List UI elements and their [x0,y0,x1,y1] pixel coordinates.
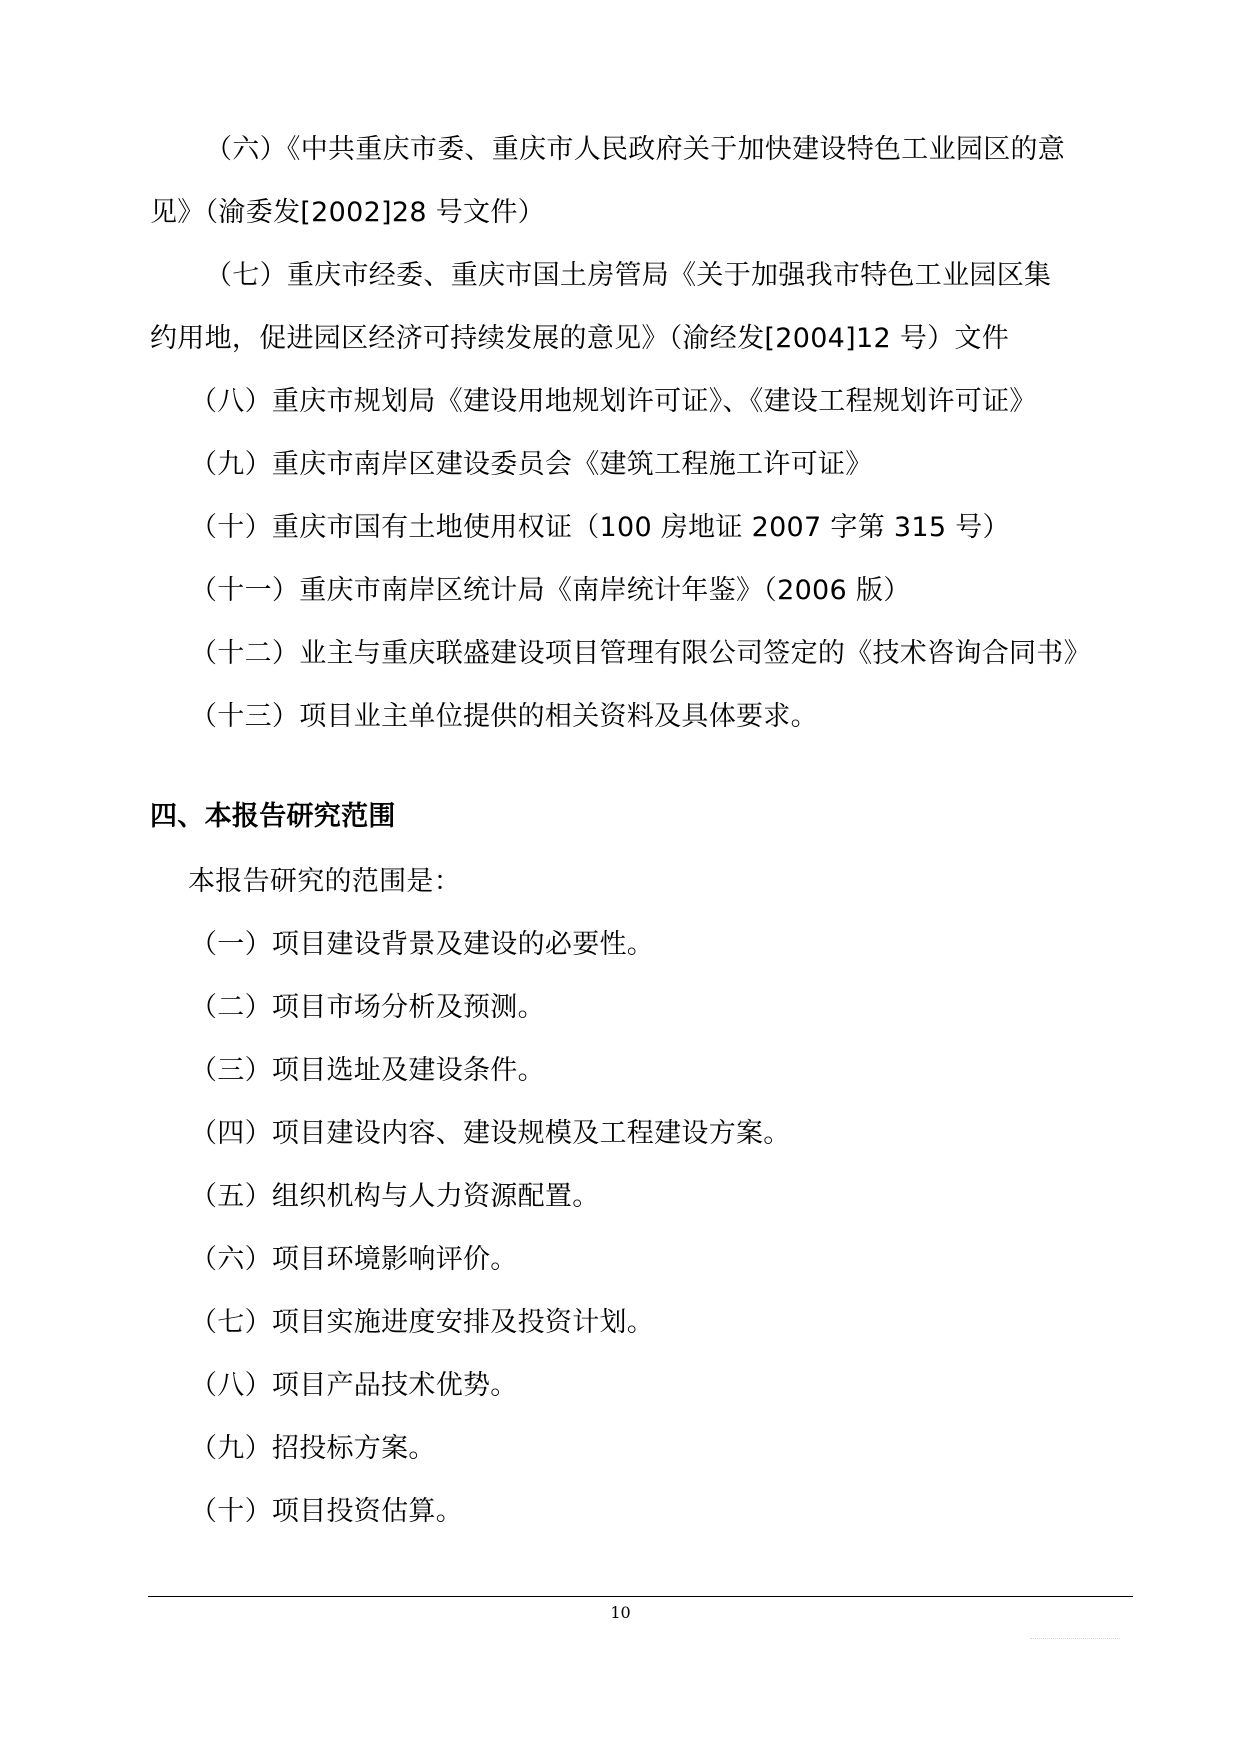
page-number: 10 [610,1603,631,1622]
reference-line: 约用地，促进园区经济可持续发展的意见》（渝经发[2004]12 号）文件 [150,323,1010,354]
reference-line: （十二）业主与重庆联盛建设项目管理有限公司签定的《技术咨询合同书》 [190,638,1091,669]
section-heading: 四、本报告研究范围 [150,801,396,832]
scope-item: （九）招投标方案。 [190,1433,436,1464]
scope-item: （八）项目产品技术优势。 [190,1370,518,1401]
scope-item: （五）组织机构与人力资源配置。 [190,1181,600,1212]
scope-item: （一）项目建设背景及建设的必要性。 [190,929,655,960]
footer-divider [148,1596,1133,1597]
scan-artifact [1030,1638,1120,1643]
reference-line: （十三）项目业主单位提供的相关资料及具体要求。 [190,701,818,732]
scope-item: （二）项目市场分析及预测。 [190,992,545,1023]
reference-line: （十一）重庆市南岸区统计局《南岸统计年鉴》（2006 版） [190,575,911,606]
scope-item: （三）项目选址及建设条件。 [190,1055,545,1086]
reference-line: （九）重庆市南岸区建设委员会《建筑工程施工许可证》 [190,449,873,480]
reference-line: 见》（渝委发[2002]28 号文件） [150,197,545,228]
reference-line: （十）重庆市国有土地使用权证（100 房地证 2007 字第 315 号） [190,512,1010,543]
scope-item: （十）项目投资估算。 [190,1496,463,1527]
reference-line: （八）重庆市规划局《建设用地规划许可证》、《建设工程规划许可证》 [190,386,1037,417]
reference-line: （六）《中共重庆市委、重庆市人民政府关于加快建设特色工业园区的意 [205,134,1066,165]
reference-line: （七）重庆市经委、重庆市国土房管局《关于加强我市特色工业园区集 [205,260,1052,291]
scope-item: （六）项目环境影响评价。 [190,1244,518,1275]
scope-item: （四）项目建设内容、建设规模及工程建设方案。 [190,1118,791,1149]
scope-item: （七）项目实施进度安排及投资计划。 [190,1307,655,1338]
section-intro: 本报告研究的范围是： [188,866,461,897]
